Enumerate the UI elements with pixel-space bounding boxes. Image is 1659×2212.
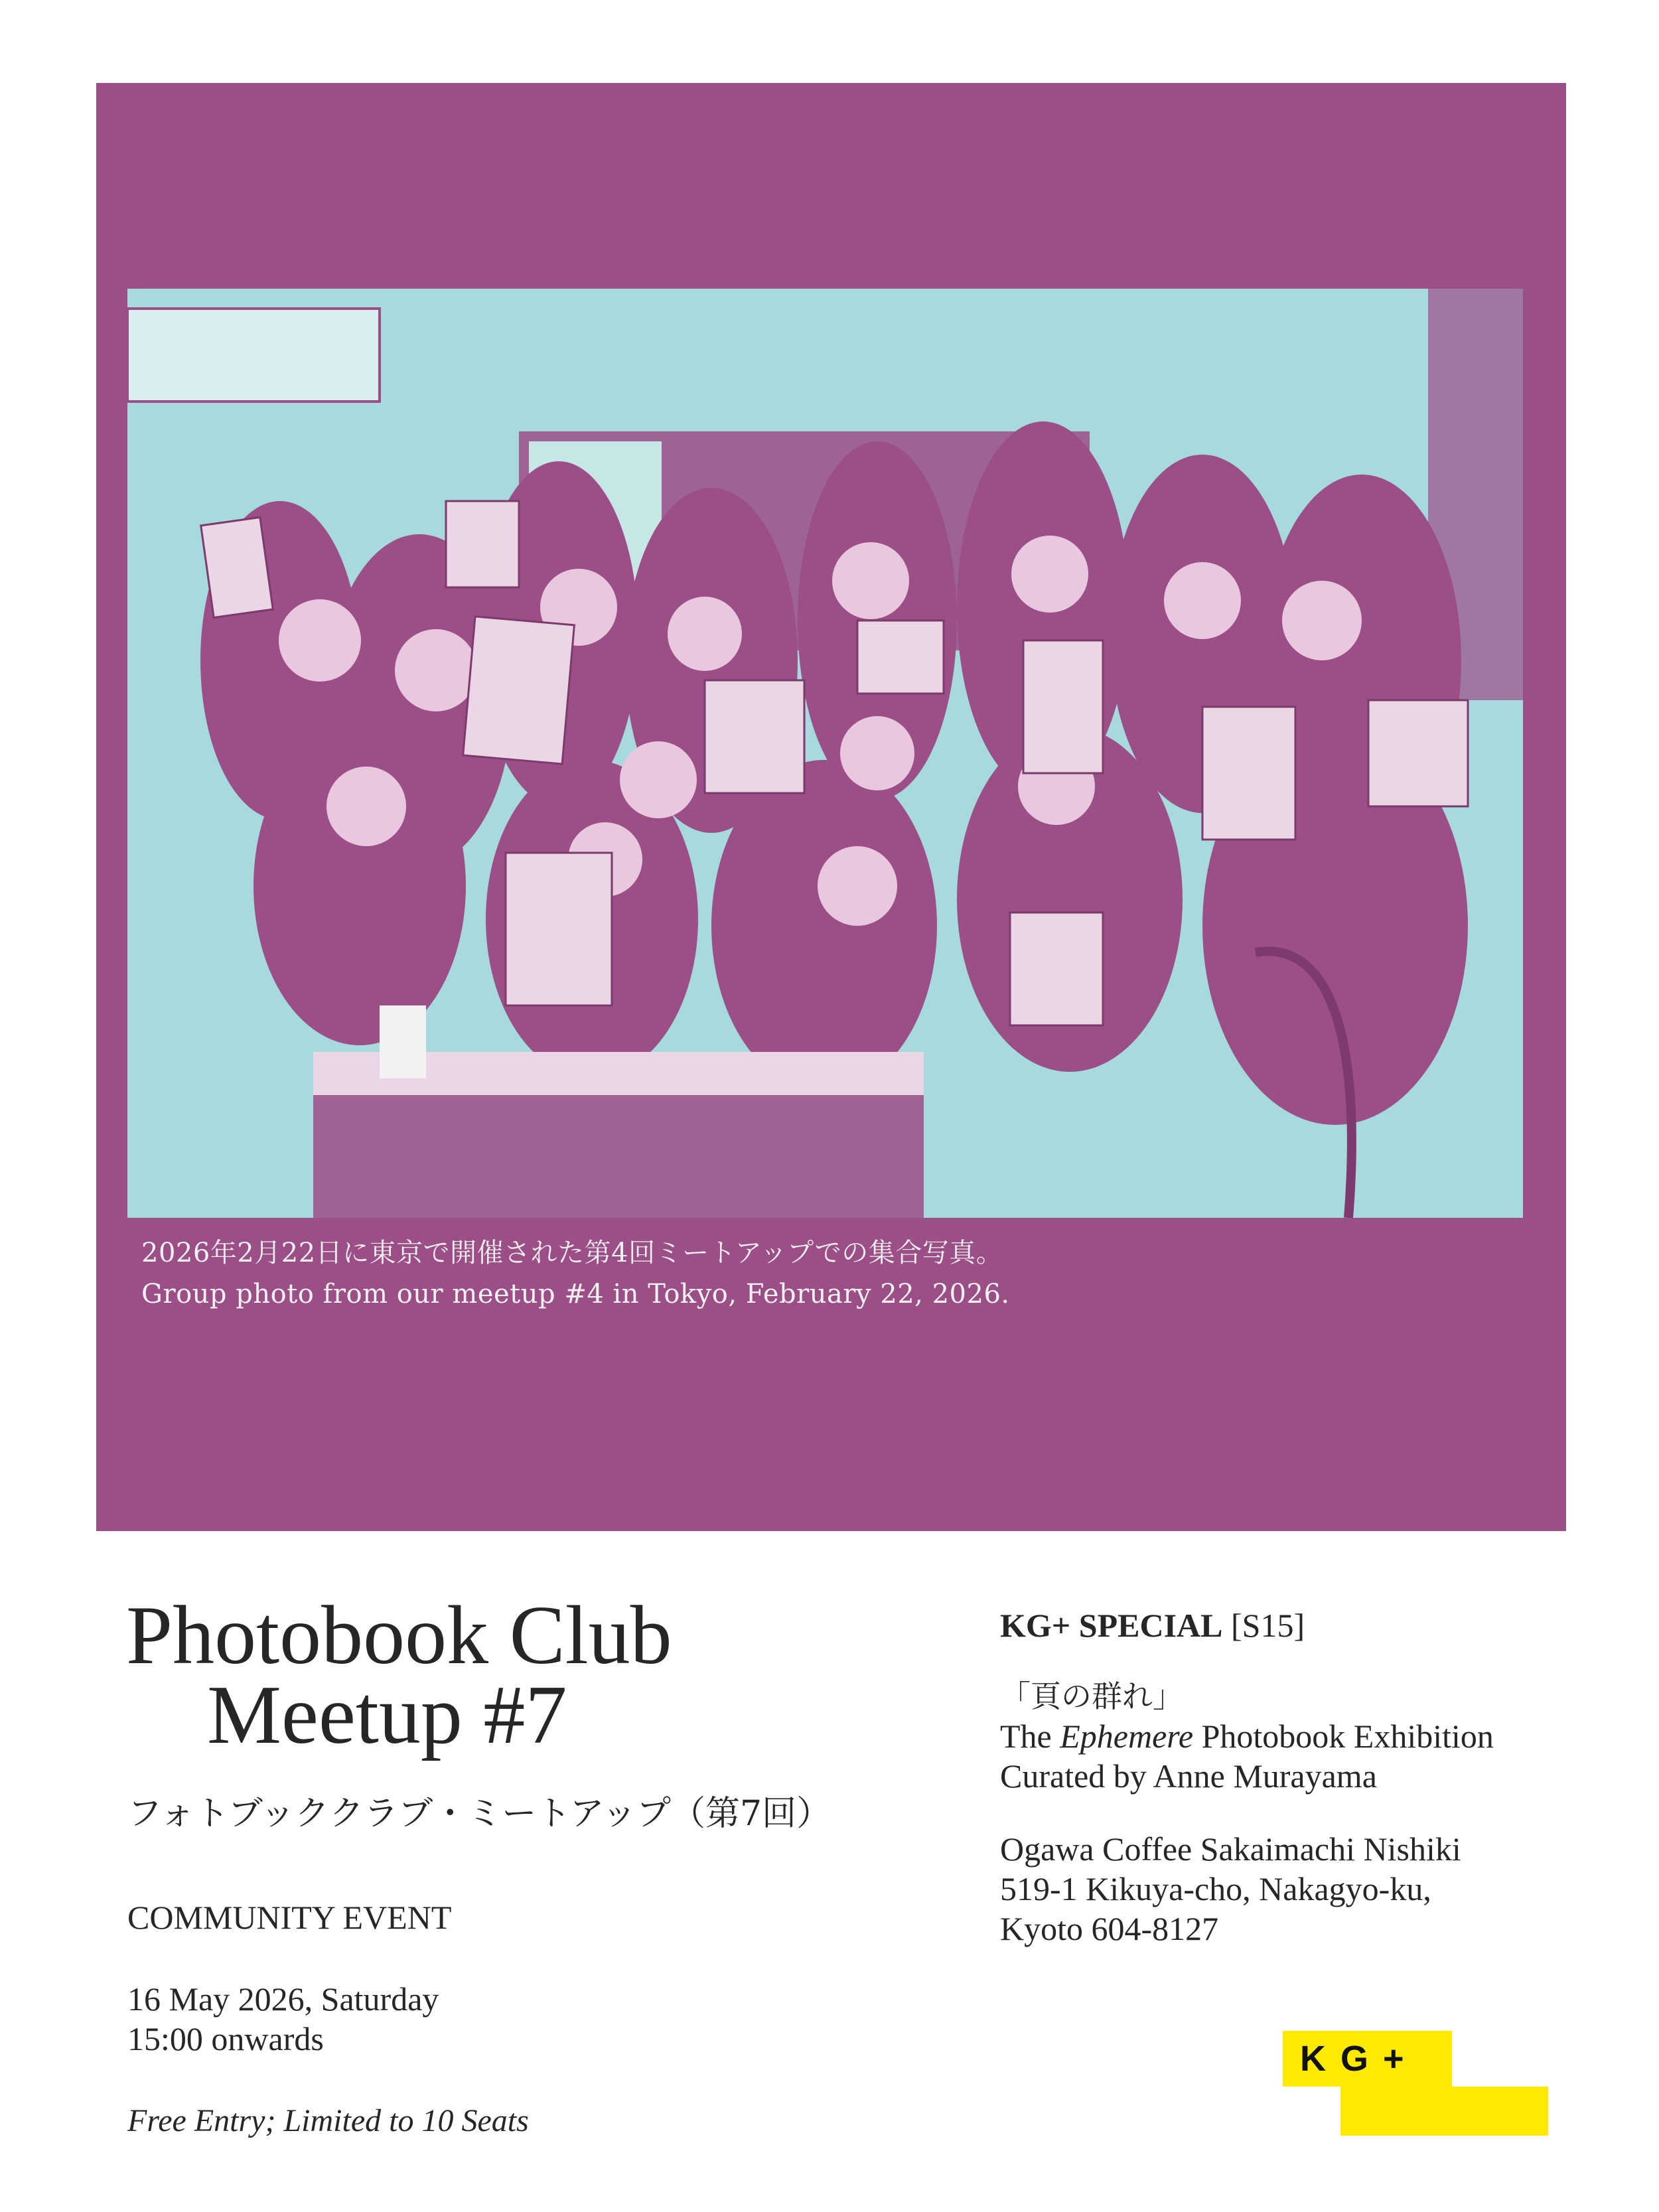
exhibition-title-japanese: 「頁の群れ」 — [1000, 1678, 1183, 1714]
exhibition-info — [1000, 1676, 1597, 1796]
event-datetime — [127, 1979, 439, 2059]
exhibition-title-italic: Ephemere — [1060, 1718, 1194, 1755]
photo-caption — [141, 1232, 1010, 1315]
caption-english: Group photo from our meetup #4 in Tokyo, February 22, 2026. — [141, 1279, 1010, 1309]
kg-plus-logo — [1283, 2031, 1548, 2134]
event-type-label: COMMUNITY EVENT — [127, 1899, 452, 1936]
group-photo-image — [127, 289, 1523, 1218]
logo-text: KG+ — [1283, 2031, 1452, 2087]
entry-note: Free Entry; Limited to 10 Seats — [127, 2103, 529, 2138]
venue-line3: Kyoto 604-8127 — [1000, 1910, 1219, 1947]
special-label-bold: KG+ SPECIAL — [1000, 1607, 1223, 1644]
group-photo — [127, 289, 1523, 1218]
event-title-line1: Photobook Club — [126, 1589, 672, 1682]
venue-line1: Ogawa Coffee Sakaimachi Nishiki — [1000, 1830, 1461, 1868]
logo-block-bottom — [1340, 2087, 1548, 2136]
program-info — [1000, 1606, 1597, 1949]
event-title-line2: Meetup #7 — [207, 1669, 567, 1761]
venue-address — [1000, 1829, 1597, 1949]
event-title-japanese: フォトブッククラブ・ミートアップ（第7回） — [127, 1794, 831, 1834]
special-code: [S15] — [1231, 1607, 1305, 1644]
curator: Curated by Anne Murayama — [1000, 1757, 1377, 1795]
caption-japanese: 2026年2月22日に東京で開催された第4回ミートアップでの集合写真。 — [141, 1238, 1003, 1268]
exhibition-title-post: Photobook Exhibition — [1193, 1718, 1494, 1755]
special-label — [1000, 1606, 1597, 1645]
exhibition-title-pre: The — [1000, 1718, 1060, 1755]
event-title — [126, 1589, 672, 1761]
event-date: 16 May 2026, Saturday — [127, 1980, 439, 2018]
venue-line2: 519-1 Kikuya-cho, Nakagyo-ku, — [1000, 1870, 1431, 1907]
exhibition-title — [1000, 1716, 1597, 1756]
hero-panel — [96, 83, 1566, 1531]
event-time: 15:00 onwards — [127, 2020, 324, 2057]
